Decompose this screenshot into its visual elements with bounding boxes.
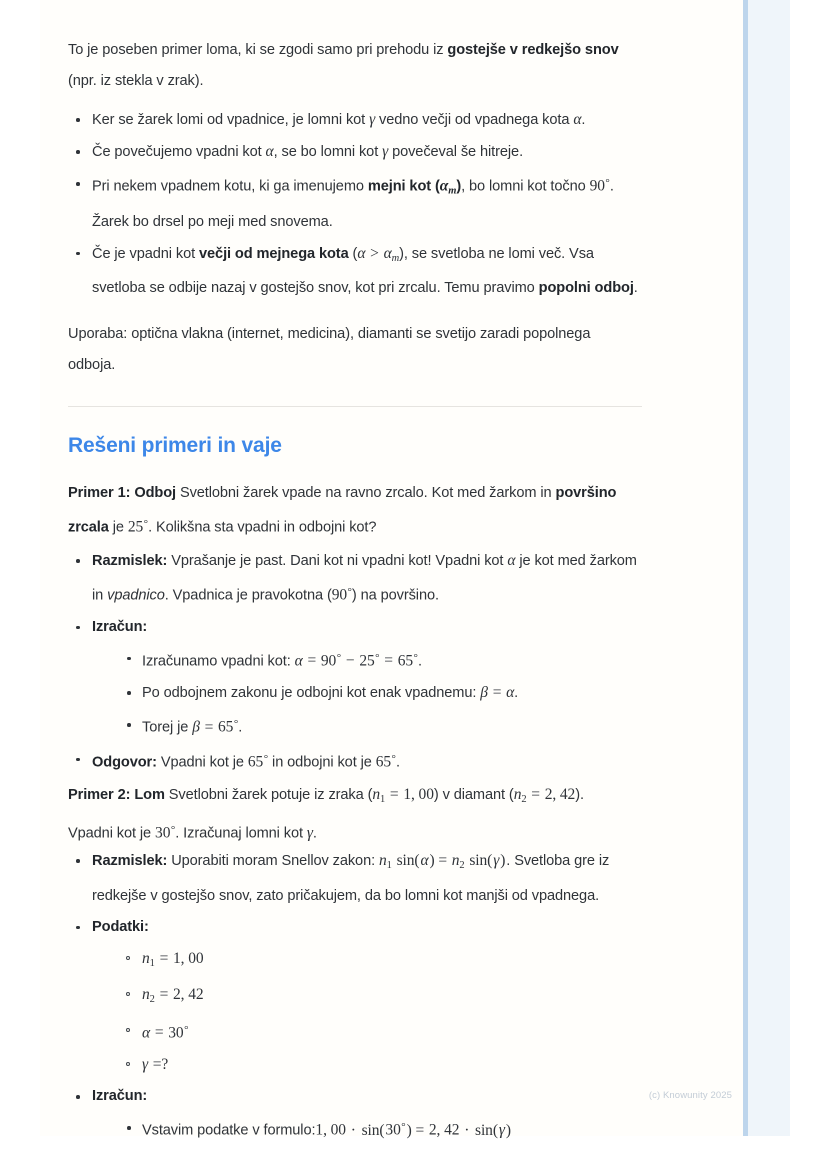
right-accent-rule [743, 0, 748, 1136]
math-variable: β [192, 718, 200, 736]
math-variable: α [506, 684, 515, 702]
degree-symbol: ° [391, 752, 396, 765]
math-variable: n [142, 985, 150, 1003]
math-number: 65 [375, 753, 392, 771]
text-run: . Žarek bo drsel po meji med snovema. [92, 178, 614, 230]
degree-symbol: ° [263, 752, 269, 765]
math-variable: n [451, 852, 460, 869]
math-variable: α [265, 143, 274, 160]
bullet-povecevanje [68, 136, 642, 168]
text-run: , se bo lomni kot [273, 144, 383, 160]
math-operator: · [460, 1122, 474, 1140]
primer1-statement [68, 478, 642, 544]
text-run: ) na površino. [351, 587, 439, 604]
math-variable: α [507, 552, 516, 569]
section-heading: Rešeni primeri in vaje [68, 434, 282, 457]
text-run: Pri nekem vpadnem kotu, ki ga imenujemo [92, 178, 368, 195]
math-number: 1, 00 [403, 786, 434, 803]
intro-line1-a: To je poseben primer loma, ki se zgodi samo pri prehodu iz [68, 42, 448, 58]
text-run: Vstavim podatke v formulo: [142, 1123, 316, 1140]
math-variable: α [142, 1024, 151, 1042]
bullet-popolni-odboj [68, 238, 642, 305]
text-run: . [514, 685, 519, 702]
text-run: . Kolikšna sta vpadni in odbojni kot? [148, 519, 377, 536]
math-number: 90 [589, 177, 605, 195]
text-run: . [312, 825, 317, 842]
degree-symbol: ° [347, 586, 352, 598]
bold-text: Razmislek: [92, 553, 168, 569]
text-run: Izračunamo vpadni kot: [142, 653, 295, 670]
bold-text: Podatki: [92, 918, 149, 935]
horizontal-rule [68, 406, 642, 407]
bold-text: Razmislek: [92, 853, 168, 869]
text-run: je [108, 519, 128, 536]
degree-symbol: ° [233, 718, 239, 731]
podatek-alfa [122, 1015, 642, 1050]
degree-symbol: ° [143, 518, 149, 530]
text-run: . [633, 280, 638, 297]
math-operator: = [488, 684, 506, 702]
bullet-list [68, 545, 642, 778]
section-divider [68, 406, 642, 407]
podatek-gama [122, 1049, 642, 1081]
math-number: 2, 42 [173, 985, 204, 1003]
text-run: Po odbojnem zakonu je odbojni kot enak vpadnemu: [142, 685, 481, 702]
primer1-izracun-1 [122, 643, 642, 678]
math-subscript: 1 [149, 957, 155, 969]
intro-bullet-list [68, 104, 642, 304]
bold-text: mejni kot ( [367, 178, 440, 195]
right-accent-band [748, 0, 790, 1136]
primer1-izracun [68, 612, 642, 744]
math-variable: γ [142, 1056, 149, 1074]
bold-text: ) [456, 178, 462, 195]
text-run: . Izračunaj lomni kot [175, 825, 307, 842]
math-variable: γ [382, 143, 389, 160]
math-number: 65 [397, 652, 414, 670]
math-number: 65 [247, 753, 264, 771]
bold-text: Primer 2: Lom [68, 787, 165, 803]
math-operator: = [155, 949, 173, 967]
math-variable: γ [369, 111, 376, 128]
uporaba-text [68, 319, 642, 381]
sub-list [92, 943, 642, 1081]
bold-text: Primer 1: Odboj [68, 485, 176, 501]
math-operator: sin( [465, 852, 493, 869]
math-variable: α [573, 111, 582, 128]
math-variable: γ [498, 1122, 505, 1140]
sub-list [92, 1112, 642, 1147]
math-subscript: 2 [459, 859, 465, 871]
knowunity-watermark: (c) Knowunity 2025 [648, 1090, 732, 1101]
text-run: je kot med žarkom in [92, 553, 637, 604]
math-variable: n [372, 786, 380, 803]
math-operator: = [380, 652, 397, 670]
bold-text: Izračun: [92, 1088, 148, 1105]
math-operator: = [303, 652, 320, 670]
text-run: povečeval še hitreje. [388, 144, 524, 160]
intro-line2: (npr. iz stekla v zrak). [68, 73, 204, 89]
primer1-odgovor [68, 744, 642, 779]
primer1-body-text [68, 478, 642, 544]
uporaba-line2: odboja. [68, 357, 116, 373]
text-run: Svetlobni žarek potuje iz zraka ( [164, 787, 373, 803]
math-number: 1, 00 [173, 949, 204, 967]
degree-symbol: ° [336, 651, 342, 664]
text-run: , bo lomni kot točno [461, 178, 590, 195]
math-number: 30 [168, 1024, 184, 1042]
text-run: Vpadni kot je [68, 825, 156, 842]
math-subscript: 2 [149, 993, 155, 1005]
text-run: Ker se žarek lomi od vpadnice, je lomni kot [92, 112, 370, 128]
bold-text: površino zrcala [68, 485, 617, 536]
math-variable: α [294, 652, 303, 670]
text-run: Če povečujemo vpadni kot [92, 144, 266, 160]
math-variable: α [420, 852, 429, 869]
math-operator: = [155, 985, 173, 1003]
math-operator: sin( [392, 852, 420, 869]
text-run: . [395, 754, 400, 771]
primer2-izracun [68, 1081, 642, 1147]
degree-symbol: ° [170, 823, 176, 836]
math-operator: ) [505, 1122, 511, 1140]
uporaba-paragraph [68, 319, 642, 381]
text-run: ), se svetloba ne lomi več. Vsa svetloba se odbije nazaj v gostejšo snov, kot pri zrcalu. Temu pravimo [92, 245, 594, 297]
math-variable: γ [306, 824, 313, 842]
math-operator: sin( [475, 1122, 498, 1140]
math-variable: n [379, 852, 387, 869]
math-number: 25 [359, 652, 375, 670]
text-run: . [238, 719, 243, 736]
primer2-body-text [68, 779, 642, 815]
math-number: 65 [218, 718, 234, 736]
math-operator: = [527, 786, 544, 803]
text-run: Torej je [142, 719, 193, 736]
bold-text: popolni odboj [538, 280, 634, 297]
math-variable: β [480, 684, 488, 702]
text-run: ) v diamant ( [433, 787, 514, 803]
math-operator: ) = [429, 852, 451, 869]
bullet-list [68, 104, 642, 304]
math-operator: ) [500, 852, 506, 869]
math-subscript: m [391, 252, 400, 264]
degree-symbol: ° [413, 651, 418, 664]
sub-list [92, 643, 642, 744]
math-operator: ) = [406, 1122, 428, 1140]
bullet-mejni-kot [68, 168, 642, 238]
text-run: Če je vpadni kot [92, 245, 200, 262]
bold-text: Odgovor: [92, 754, 157, 771]
text-run: Uporabiti moram Snellov zakon: [167, 853, 379, 869]
bold-text: Izračun: [92, 618, 148, 635]
math-subscript: m [448, 185, 457, 197]
document-page [40, 0, 790, 1140]
math-operator: − [342, 652, 359, 670]
intro-emphasis: gostejše v redkejšo snov [447, 42, 619, 58]
math-number: 30 [385, 1122, 401, 1140]
podatek-n1 [122, 943, 642, 979]
math-number: 90 [320, 652, 337, 670]
intro-text [68, 35, 642, 97]
primer1-bullet-list [68, 545, 642, 778]
bold-text: večji od mejnega kota [199, 245, 349, 262]
text-run: vedno večji od vpadnega kota [375, 112, 574, 128]
text-run: ( [348, 245, 358, 262]
degree-symbol: ° [401, 1121, 406, 1134]
text-run: Vpadni kot je [156, 754, 248, 771]
podatek-n2 [122, 979, 642, 1015]
text-run: . [417, 653, 422, 670]
text-run: . Svetloba gre iz redkejše v gostejšo snov, zato pričakujem, da bo lomni kot manjši od vpadnega. [92, 853, 610, 904]
math-number: 25 [127, 518, 144, 536]
math-operator: > [366, 244, 383, 262]
math-operator: · [346, 1122, 360, 1140]
degree-symbol: ° [605, 177, 610, 189]
primer2-izracun-1 [122, 1112, 642, 1147]
primer1-razmislek [68, 545, 642, 612]
text-run: Svetlobni žarek vpade na ravno zrcalo. Kot med žarkom in [175, 485, 556, 501]
math-subscript: 1 [386, 859, 392, 871]
math-number: 2, 42 [428, 1122, 460, 1140]
text-run: Vprašanje je past. Dani kot ni vpadni kot! Vpadni kot [167, 553, 508, 569]
section-heading-wrap [68, 434, 282, 458]
degree-symbol: ° [375, 651, 380, 664]
primer2-podatki [68, 912, 642, 1081]
intro-paragraph [68, 35, 642, 97]
italic-text: vpadnico [107, 587, 165, 604]
math-subscript: 2 [521, 793, 527, 805]
math-variable: γ [493, 852, 500, 869]
degree-symbol: ° [184, 1023, 189, 1036]
page-content [68, 0, 680, 1140]
primer2-statement [68, 779, 642, 850]
math-variable: n [142, 949, 150, 967]
math-number: 30 [155, 824, 171, 842]
math-operator: =? [149, 1056, 169, 1074]
math-subscript: 1 [380, 793, 386, 805]
bullet-list [68, 845, 642, 1147]
uporaba-line1: Uporaba: optična vlakna (internet, medicina), diamanti se svetijo zaradi popolnega [68, 326, 591, 342]
math-number: 1, 00 [315, 1122, 346, 1140]
text-run: in odbojni kot je [268, 754, 376, 771]
primer1-izracun-2 [122, 677, 642, 709]
math-operator: sin( [361, 1122, 385, 1140]
bullet-vpadnica [68, 104, 642, 136]
primer2-razmislek [68, 845, 642, 912]
primer1-izracun-3 [122, 709, 642, 744]
text-run: ). [575, 787, 584, 803]
math-operator: = [386, 786, 403, 803]
math-operator: = [200, 718, 218, 736]
primer2-bullet-list [68, 845, 642, 1147]
text-run: . [581, 112, 586, 128]
math-variable: α [357, 244, 366, 262]
math-variable: α [383, 244, 392, 262]
math-operator: = [151, 1024, 168, 1042]
math-number: 90 [331, 586, 348, 604]
math-number: 2, 42 [544, 786, 576, 803]
math-variable: n [513, 786, 522, 803]
text-run: . Vpadnica je pravokotna ( [164, 587, 332, 604]
math-variable: α [439, 177, 449, 195]
